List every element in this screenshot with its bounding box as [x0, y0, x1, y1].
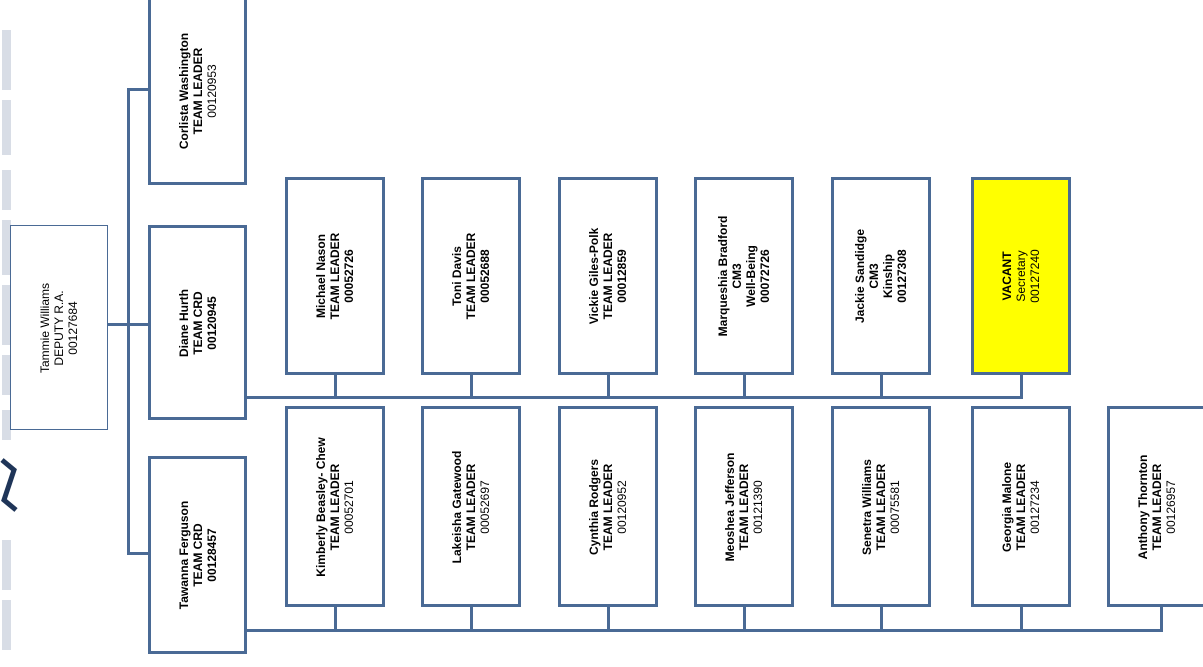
person-id: 00128457	[204, 528, 219, 582]
org-box-lakeisha-gatewood	[421, 406, 521, 607]
person-id: 00127234	[1028, 479, 1042, 534]
person-name: Jackie Sandidge	[853, 228, 867, 324]
person-name: Tawanna Ferguson	[176, 500, 191, 610]
org-box-corlista-washington	[148, 0, 247, 185]
person-name: Diane Hurth	[176, 288, 191, 357]
person-title: TEAM LEADER	[601, 232, 615, 320]
org-box-michael-nason	[285, 177, 385, 375]
person-id: 00120945	[204, 295, 219, 350]
person-name: Cynthia Rodgers	[587, 458, 601, 555]
org-box-senetra-williams	[831, 406, 931, 607]
person-id: 00127308	[895, 249, 909, 303]
root-id: 00127684	[66, 300, 80, 355]
root-title: DEPUTY R.A.	[52, 289, 66, 366]
connector-hurth	[127, 323, 150, 326]
person-name: Michael Nason	[314, 233, 328, 319]
ferguson-drop-6	[1020, 605, 1023, 630]
person-name: Vickie Giles-Polk	[587, 227, 601, 325]
person-title: TEAM LEADER	[1014, 463, 1028, 550]
ferguson-drop-1	[334, 605, 337, 630]
person-title: TEAM LEADER	[1150, 463, 1164, 550]
person-title: TEAM LEADER	[874, 463, 888, 550]
person-name: Georgia Malone	[1000, 461, 1014, 552]
ferguson-drop-3	[607, 605, 610, 630]
org-box-tawanna-ferguson	[148, 456, 247, 654]
person-name: Meoshea Jefferson	[723, 452, 737, 561]
person-id: 00075581	[888, 479, 902, 534]
person-name: Marqueshia Bradford	[716, 215, 730, 337]
org-box-anthony-thornton	[1107, 406, 1203, 607]
org-box-vickie-giles-polk	[558, 177, 658, 375]
person-name: Kimberly Beasley- Chew	[314, 436, 328, 577]
person-title: TEAM LEADER	[464, 232, 478, 320]
person-title: TEAM CRD	[190, 290, 205, 355]
person-title: TEAM LEADER	[190, 47, 205, 135]
org-box-kimberly-beasley-chew	[285, 406, 385, 607]
person-id: 00072726	[758, 249, 772, 303]
ferguson-drop-2	[470, 605, 473, 630]
person-name: Toni Davis	[450, 246, 464, 306]
person-id: 00126957	[1164, 479, 1178, 534]
org-box-meoshea-jefferson	[694, 406, 794, 607]
person-title: CM3	[867, 263, 881, 289]
person-id: 00052688	[478, 249, 492, 303]
person-name: VACANT	[1000, 251, 1014, 301]
person-id: 00052697	[478, 479, 492, 534]
ferguson-bus	[245, 629, 1163, 632]
hurth-drop-6	[1020, 373, 1023, 397]
person-id: 00121390	[751, 479, 765, 534]
person-title: TEAM LEADER	[328, 463, 342, 550]
person-name: Senetra Williams	[860, 458, 874, 555]
org-box-vacant-secretary	[971, 177, 1071, 375]
ferguson-drop-4	[743, 605, 746, 630]
person-id: 00052701	[342, 479, 356, 534]
person-name: Lakeisha Gatewood	[450, 450, 464, 563]
org-box-georgia-malone	[971, 406, 1071, 607]
root-connector	[107, 323, 129, 326]
ferguson-drop-5	[880, 605, 883, 630]
person-title: TEAM LEADER	[601, 463, 615, 550]
hurth-drop-3	[607, 373, 610, 397]
hurth-bus	[245, 396, 1023, 399]
ferguson-drop-7	[1160, 605, 1163, 630]
person-id: 00012859	[615, 249, 629, 303]
hurth-drop-5	[880, 373, 883, 397]
person-id: 00052726	[342, 249, 356, 303]
hurth-drop-4	[743, 373, 746, 397]
hurth-drop-1	[334, 373, 337, 397]
connector-washington	[127, 88, 150, 91]
person-title: TEAM LEADER	[328, 232, 342, 320]
org-box-diane-hurth	[148, 225, 247, 420]
person-id: 00120953	[204, 64, 219, 118]
person-name: Anthony Thornton	[1136, 454, 1150, 559]
deputy-spine	[127, 88, 130, 554]
person-title: TEAM LEADER	[464, 463, 478, 550]
connector-ferguson	[127, 552, 150, 555]
person-name: Corlista Washington	[176, 32, 191, 150]
org-box-cynthia-rodgers	[558, 406, 658, 607]
org-box-marqueshia-bradford	[694, 177, 794, 375]
org-box-jackie-sandidge	[831, 177, 931, 375]
root-name: Tammie Williams	[38, 282, 52, 373]
person-title: CM3	[730, 263, 744, 289]
person-unit: Well-Being	[744, 245, 758, 307]
org-box-toni-davis	[421, 177, 521, 375]
org-box-root	[10, 225, 108, 430]
hurth-drop-2	[470, 373, 473, 397]
person-title: Secretary	[1014, 250, 1028, 302]
person-id: 00120952	[615, 479, 629, 534]
person-id: 00127240	[1028, 249, 1042, 303]
person-unit: Kinship	[881, 254, 895, 299]
person-title: TEAM CRD	[190, 523, 205, 587]
person-title: TEAM LEADER	[737, 463, 751, 550]
